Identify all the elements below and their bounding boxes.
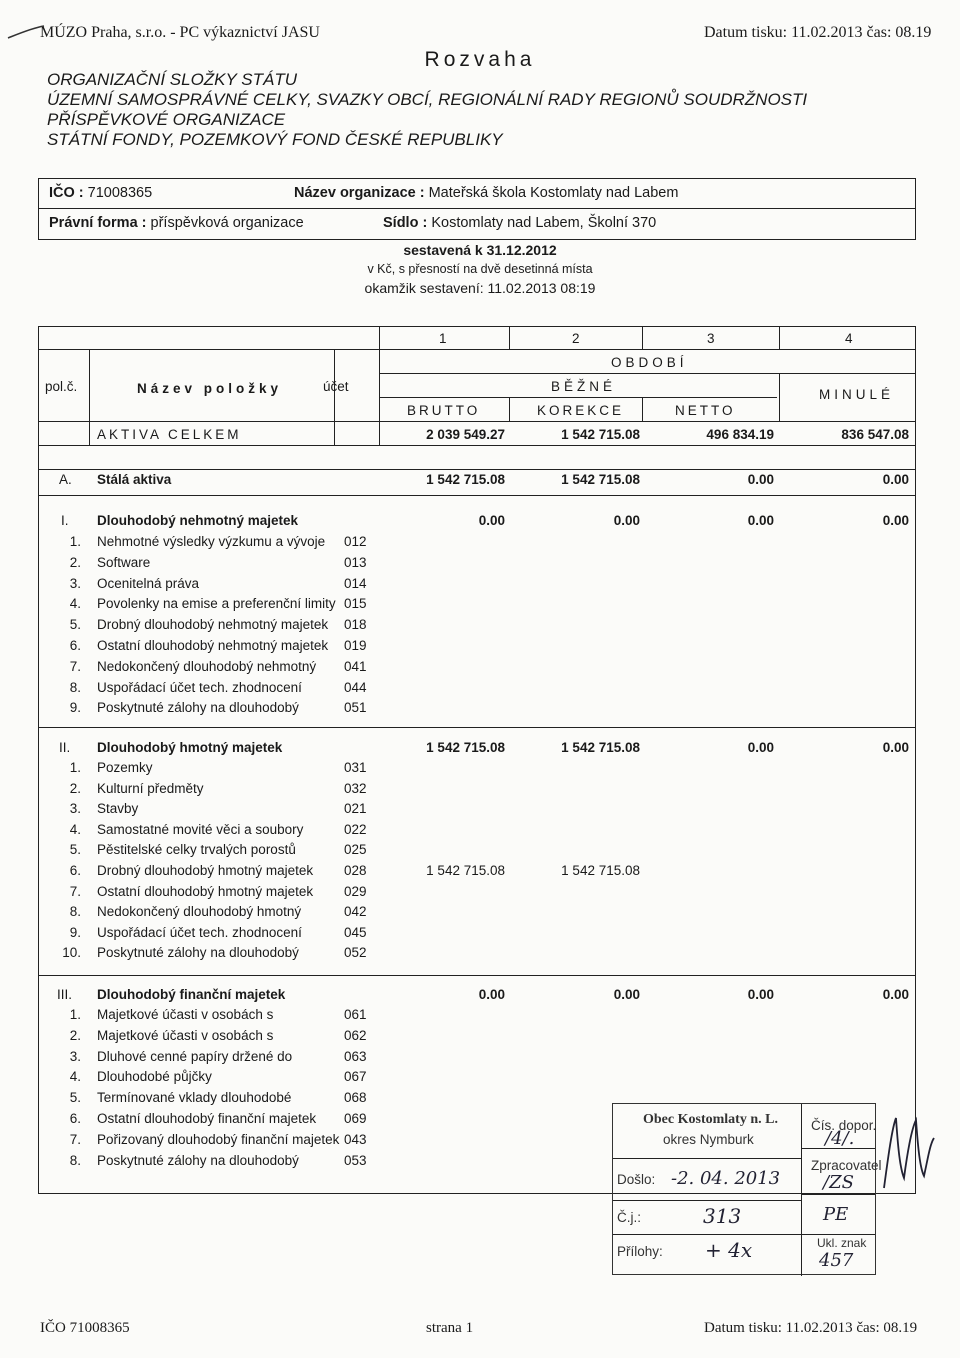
row-account: 053	[344, 1152, 367, 1168]
row-account: 043	[344, 1131, 367, 1147]
row-item-label: Uspořádací účet tech. zhodnocení	[97, 924, 302, 940]
stamp-received-label: Došlo:	[617, 1172, 656, 1187]
precision-note: v Kč, s přesností na dvě desetinná místa	[367, 262, 593, 276]
previous-period-header: MINULÉ	[819, 387, 895, 402]
registry-stamp	[612, 1103, 882, 1275]
row-item-label: Pořizovaný dlouhodobý finanční majetek	[97, 1131, 340, 1147]
row-item-label: Ocenitelná práva	[97, 575, 200, 591]
organization-box	[38, 178, 916, 240]
row-item-label: Majetkové účasti v osobách s	[97, 1027, 274, 1043]
row-item-number: 6.	[69, 863, 81, 878]
account-header: účet	[323, 379, 349, 394]
row-account: 021	[344, 801, 367, 817]
handwritten-stroke-icon	[6, 22, 46, 42]
section-label: Dlouhodobý hmotný majetek	[97, 740, 283, 755]
row-account: 045	[344, 924, 367, 940]
print-date: Datum tisku: 11.02.2013 čas: 08.19	[704, 24, 932, 41]
row-item-label: Poskytnuté zálohy na dlouhodobý	[97, 945, 299, 961]
row-item-number: 1.	[69, 1007, 81, 1022]
org-category-line: ÚZEMNÍ SAMOSPRÁVNÉ CELKY, SVAZKY OBCÍ, REGIONÁLNÍ RADY REGIONŮ SOUDRŽNOSTI	[47, 90, 808, 109]
row-item-number: 8.	[69, 904, 81, 920]
row-account: 029	[344, 883, 367, 899]
row-account: 067	[344, 1069, 367, 1085]
row-item-label: Termínované vklady dlouhodobé	[97, 1090, 292, 1106]
row-item-number: 4.	[69, 821, 81, 837]
row-item-number: 5.	[69, 842, 81, 858]
section-number: A.	[59, 472, 72, 487]
row-account: 062	[344, 1027, 367, 1043]
stamp-ref-hand: 313	[703, 1204, 742, 1228]
section-korekce: 0.00	[613, 513, 640, 528]
row-account: 022	[344, 821, 367, 837]
netto-header: NETTO	[675, 403, 736, 418]
fixed-assets-label: Stálá aktiva	[97, 472, 172, 487]
row-item-number: 2.	[69, 1027, 81, 1043]
row-item-number: 10.	[62, 945, 81, 961]
stamp-attachments-hand: + 4x	[705, 1238, 753, 1262]
section-label: Dlouhodobý nehmotný majetek	[97, 513, 299, 528]
org-name-value: Mateřská škola Kostomlaty nad Labem	[428, 185, 679, 201]
row-item-label: Drobný dlouhodobý nehmotný majetek	[97, 617, 329, 633]
row-item-label: Stavby	[97, 801, 139, 817]
row-account: 013	[344, 554, 367, 570]
brutto-header: BRUTTO	[407, 403, 481, 418]
row-item-label: Poskytnuté zálohy na dlouhodobý	[97, 1152, 299, 1168]
row-account: 051	[344, 700, 367, 716]
org-name-field: Název organizace : Mateřská škola Kostomlaty nad Labem	[294, 185, 679, 201]
row-item-number: 7.	[69, 658, 81, 674]
row-account: 069	[344, 1111, 367, 1126]
row-item-label: Dlouhodobé půjčky	[97, 1069, 212, 1085]
row-item-number: 9.	[69, 924, 81, 940]
row-item-number: 3.	[69, 575, 81, 591]
ico-field: IČO : 71008365	[49, 185, 153, 201]
stamp-filing-hand: 457	[819, 1250, 854, 1271]
stamp-processor-label: Zpracovatel	[811, 1158, 882, 1173]
section-netto: 0.00	[747, 987, 774, 1002]
fixed-assets-minule: 0.00	[882, 472, 909, 487]
row-account: 068	[344, 1090, 367, 1106]
row-item-number: 8.	[69, 679, 81, 695]
row-account: 041	[344, 658, 367, 674]
current-period-header: BĚŽNÉ	[551, 379, 617, 394]
row-item-label: Poskytnuté zálohy na dlouhodobý	[97, 700, 299, 716]
row-item-label: Nedokončený dlouhodobý hmotný	[97, 904, 302, 920]
section-label: Dlouhodobý finanční majetek	[97, 987, 286, 1002]
column-number: 3	[707, 331, 715, 346]
footer-ico: IČO 71008365	[40, 1320, 130, 1336]
row-item-number: 7.	[69, 883, 81, 899]
stamp-filing-label: Ukl. znak	[817, 1236, 867, 1250]
total-assets-label: AKTIVA CELKEM	[97, 427, 242, 442]
section-minule: 0.00	[882, 987, 909, 1002]
row-item-label: Pozemky	[97, 760, 153, 775]
row-account: 015	[344, 596, 367, 612]
stamp-district: okres Nymburk	[663, 1132, 754, 1147]
item-number-header: pol.č.	[45, 379, 78, 394]
total-netto: 496 834.19	[706, 427, 774, 442]
compiled-date: sestavená k 31.12.2012	[403, 242, 557, 258]
column-number: 1	[439, 331, 447, 346]
org-categories	[47, 70, 807, 150]
row-account: 042	[344, 904, 367, 920]
total-brutto: 2 039 549.27	[426, 427, 505, 442]
section-number: III.	[57, 987, 73, 1002]
section-netto: 0.00	[747, 740, 774, 755]
row-korekce: 1 542 715.08	[561, 863, 640, 878]
row-account: 019	[344, 638, 367, 653]
fixed-assets-netto: 0.00	[747, 472, 774, 487]
section-korekce: 1 542 715.08	[561, 740, 640, 755]
section-minule: 0.00	[882, 740, 909, 755]
fixed-assets-brutto: 1 542 715.08	[426, 472, 505, 487]
section-netto: 0.00	[747, 513, 774, 528]
row-item-number: 5.	[69, 1090, 81, 1106]
org-category-line: ORGANIZAČNÍ SLOŽKY STÁTU	[47, 70, 298, 89]
compile-moment: okamžik sestavení: 11.02.2013 08:19	[364, 280, 596, 296]
legal-form-field: Právní forma : příspěvková organizace	[49, 215, 304, 231]
row-item-number: 7.	[69, 1131, 81, 1147]
row-item-label: Uspořádací účet tech. zhodnocení	[97, 679, 302, 695]
stamp-doc-number-label: Čís. dopor.	[811, 1118, 877, 1133]
row-item-number: 2.	[69, 554, 81, 570]
row-account: 012	[344, 534, 367, 549]
row-item-number: 1.	[69, 760, 81, 775]
row-item-label: Povolenky na emise a preferenční limity	[97, 596, 336, 612]
row-item-label: Samostatné movité věci a soubory	[97, 821, 304, 837]
row-account: 014	[344, 575, 367, 591]
item-name-header: Název položky	[137, 381, 283, 396]
row-account: 063	[344, 1048, 367, 1064]
footer-print-date: Datum tisku: 11.02.2013 čas: 08.19	[704, 1320, 918, 1336]
stamp-processor-initials: PE	[823, 1204, 849, 1225]
stamp-received-hand: -2. 04. 2013	[671, 1168, 781, 1189]
section-brutto: 0.00	[478, 987, 505, 1002]
legal-form-value: příspěvková organizace	[150, 215, 304, 231]
row-item-number: 3.	[69, 801, 81, 817]
row-item-number: 9.	[69, 700, 81, 716]
row-item-number: 6.	[69, 638, 81, 653]
row-item-number: 4.	[69, 596, 81, 612]
document-title: Rozvaha	[424, 48, 536, 71]
seat-value: Kostomlaty nad Labem, Školní 370	[431, 215, 657, 231]
row-item-label: Ostatní dlouhodobý hmotný majetek	[97, 883, 314, 899]
korekce-header: KOREKCE	[537, 403, 625, 418]
row-item-label: Kulturní předměty	[97, 780, 204, 796]
row-account: 044	[344, 679, 367, 695]
row-account: 028	[344, 863, 367, 878]
row-item-label: Dluhové cenné papíry držené do	[97, 1048, 293, 1064]
stamp-doc-number-hand: /4/.	[825, 1128, 855, 1149]
stamp-ref-label: Č.j.:	[617, 1210, 642, 1225]
column-number: 2	[572, 331, 580, 346]
row-account: 018	[344, 617, 367, 633]
section-korekce: 0.00	[613, 987, 640, 1002]
row-item-label: Majetkové účasti v osobách s	[97, 1007, 274, 1022]
row-item-label: Nedokončený dlouhodobý nehmotný	[97, 658, 317, 674]
total-korekce: 1 542 715.08	[561, 427, 640, 442]
row-item-number: 6.	[69, 1111, 81, 1126]
row-account: 061	[344, 1007, 367, 1022]
row-account: 031	[344, 760, 367, 775]
row-item-number: 8.	[69, 1152, 81, 1168]
row-item-label: Drobný dlouhodobý hmotný majetek	[97, 863, 314, 878]
row-item-label: Ostatní dlouhodobý nehmotný majetek	[97, 638, 329, 653]
section-number: I.	[61, 513, 69, 528]
section-brutto: 0.00	[478, 513, 505, 528]
period-header: OBDOBÍ	[611, 355, 688, 370]
org-category-line: STÁTNÍ FONDY, POZEMKOVÝ FOND ČESKÉ REPUBLIKY	[47, 130, 503, 149]
row-item-number: 3.	[69, 1048, 81, 1064]
row-item-number: 4.	[69, 1069, 81, 1085]
stamp-attachments-label: Přílohy:	[617, 1244, 663, 1259]
row-account: 032	[344, 780, 367, 796]
section-number: II.	[59, 740, 71, 755]
org-category-line: PŘÍSPĚVKOVÉ ORGANIZACE	[47, 110, 286, 129]
row-account: 025	[344, 842, 367, 858]
row-item-label: Software	[97, 554, 151, 570]
row-item-label: Ostatní dlouhodobý finanční majetek	[97, 1111, 317, 1126]
software-name: MÚZO Praha, s.r.o. - PC výkaznictví JASU	[40, 24, 320, 41]
signature-icon	[878, 1108, 938, 1198]
fixed-assets-korekce: 1 542 715.08	[561, 472, 640, 487]
row-item-number: 2.	[69, 780, 81, 796]
row-item-label: Nehmotné výsledky výzkumu a vývoje	[97, 534, 326, 549]
column-number: 4	[845, 331, 853, 346]
seat-field: Sídlo : Kostomlaty nad Labem, Školní 370	[383, 215, 657, 231]
balance-table	[38, 326, 916, 1194]
stamp-processor-hand: /ZS	[823, 1172, 854, 1193]
row-item-number: 5.	[69, 617, 81, 633]
section-brutto: 1 542 715.08	[426, 740, 505, 755]
row-account: 052	[344, 945, 367, 961]
page-number: strana 1	[426, 1320, 474, 1336]
row-item-number: 1.	[69, 534, 81, 549]
ico-value: 71008365	[87, 185, 153, 201]
total-minule: 836 547.08	[841, 427, 909, 442]
row-item-label: Pěstitelské celky trvalých porostů	[97, 842, 296, 858]
row-brutto: 1 542 715.08	[426, 863, 505, 878]
section-minule: 0.00	[882, 513, 909, 528]
stamp-org: Obec Kostomlaty n. L.	[643, 1112, 778, 1127]
